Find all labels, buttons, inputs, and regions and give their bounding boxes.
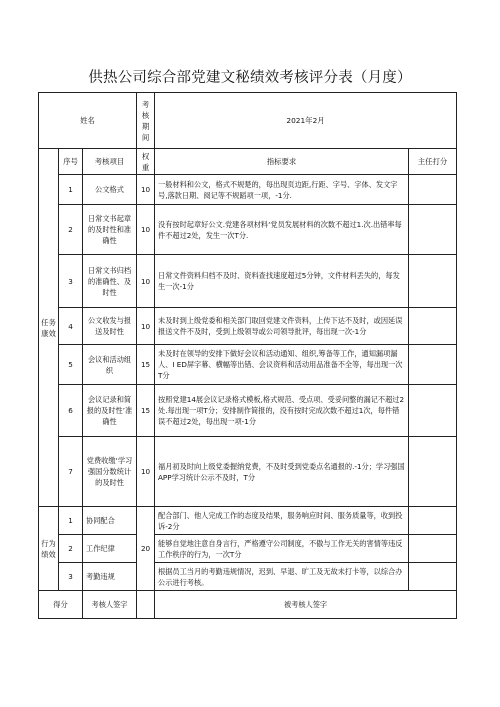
row-indicator: 能够自觉地注意自身言行，严格遵守公司制度，不傲与工作无关的害情等违反工作秩序的行为，一次T分 (155, 535, 409, 563)
row-seq: 4 (59, 308, 83, 345)
row-item: 考勤违规 (83, 563, 137, 591)
row-seq: 2 (59, 535, 83, 563)
row-score-cell[interactable] (409, 535, 457, 563)
row-weight: 10 (137, 175, 155, 205)
row-indicator: 按照党建14展会议记录格式模板,格式规范、受点项、受妥问整的漏记不超过2处.每出现一项T分；安排制作简报的，没有按时完成次数不超过1次，每件错误不超过2处，每出现一项-1分 (155, 385, 409, 437)
period-value: 2021年2月 (155, 93, 457, 149)
row-score-cell[interactable] (409, 255, 457, 308)
row-item: 公文格式 (83, 175, 137, 205)
name-row (39, 93, 457, 149)
row-score-cell[interactable] (409, 385, 457, 437)
row-seq: 7 (59, 437, 83, 507)
row-score-cell[interactable] (409, 345, 457, 385)
signature-row (39, 591, 457, 619)
row-seq: 1 (59, 175, 83, 205)
task-section-label: 任务康效 (39, 149, 59, 507)
row-item: 日常文书归档的准确性、及时性 (83, 255, 137, 308)
column-header-row (39, 149, 457, 175)
row-seq: 2 (59, 205, 83, 255)
table-row (39, 255, 457, 308)
table-row (39, 175, 457, 205)
table-row (39, 345, 457, 385)
col-item: 考核项目 (83, 149, 137, 175)
row-item: 日常文书起章的及时性和准确性 (83, 205, 137, 255)
table-row (39, 308, 457, 345)
score-label: 得分 (39, 591, 83, 619)
name-label: 姓名 (39, 93, 137, 149)
row-indicator: 一般材料和公文，格式不规楚的，每出现页边距,行距、字号、字体、发文字号,落款日期、阅记等不规蹈项一项，-1分. (155, 175, 409, 205)
col-score: 主任打分 (409, 149, 457, 175)
behavior-section-label: 行为绩效 (39, 507, 59, 591)
row-item: 工作纪律 (83, 535, 137, 563)
row-score-cell[interactable] (409, 308, 457, 345)
row-item: 公文收发与报送及时性 (83, 308, 137, 345)
row-score-cell[interactable] (409, 507, 457, 535)
table-row (39, 507, 457, 535)
examinee-sign-label: 考核人签字 (83, 591, 137, 619)
table-row (39, 563, 457, 591)
row-seq: 3 (59, 255, 83, 308)
row-indicator: 未及时在领导的安排下做好会议和活动通知、组织,筹备等工作，通知漏项漏人、I ED屏字幕、横幅等出错、会议资料和活动用品准备不全等，每出现一次T分 (155, 345, 409, 385)
row-item: 协同配合 (83, 507, 137, 535)
row-weight: 15 (137, 385, 155, 437)
row-indicator: 配合部门、他人完成工作的态度及结果，服务响应时间、服务质量等，收到投诉-2分 (155, 507, 409, 535)
row-indicator: 未及时到上级党委和相关部门取回党建文件资料，上传下达不及时，或因延误报送文件不及时，受到上级领导或公司领导批评，每出现一次-1分 (155, 308, 409, 345)
row-item: 会议和活动组织 (83, 345, 137, 385)
row-weight: 15 (137, 345, 155, 385)
row-item: 党费收缴‘学习强国分数统计的及时性 (83, 437, 137, 507)
row-indicator: 日常文件资料归档不及时、资料查找速度超过5分钟，文件材料丢失的，每发生一次-1分 (155, 255, 409, 308)
row-seq: 6 (59, 385, 83, 437)
examinee-sign-field[interactable] (137, 591, 155, 619)
row-seq: 5 (59, 345, 83, 385)
row-score-cell[interactable] (409, 563, 457, 591)
col-weight: 权重 (137, 149, 155, 175)
row-score-cell[interactable] (409, 437, 457, 507)
row-score-cell[interactable] (409, 205, 457, 255)
table-row (39, 385, 457, 437)
row-weight: 10 (137, 205, 155, 255)
row-indicator: 根据员工当月的考勤违规情况，迟到、早退、旷工及无故未打卡等，以综合办公示进行考核。 (155, 563, 409, 591)
row-seq: 3 (59, 563, 83, 591)
row-weight: 10 (137, 308, 155, 345)
examined-sign-label: 被考核人签字 (155, 591, 457, 619)
period-label: 考核期间 (137, 93, 155, 149)
table-row (39, 437, 457, 507)
table-row (39, 205, 457, 255)
row-weight: 10 (137, 255, 155, 308)
row-weight: 10 (137, 437, 155, 507)
table-row (39, 535, 457, 563)
behavior-weight: 20 (137, 507, 155, 591)
row-item: 会议记录和简报的及时性’准确性 (83, 385, 137, 437)
row-indicator: 没有按时起章好公文.党建各项材料‘党员发展材料的次数不超过1.次.出错率每件不超过2处，发生一次T分. (155, 205, 409, 255)
col-seq: 序号 (59, 149, 83, 175)
row-indicator: 福月初及时向上级党委握纳党费，不及时受到党委点名通报的.-1分；学习强国APP学习统计公示不及时，T分 (155, 437, 409, 507)
row-score-cell[interactable] (409, 175, 457, 205)
page-title: 供热公司综合部党建文秘绩效考核评分表（月度） (88, 70, 412, 86)
evaluation-table (38, 92, 457, 619)
col-indicator: 指标要求 (155, 149, 409, 175)
row-seq: 1 (59, 507, 83, 535)
